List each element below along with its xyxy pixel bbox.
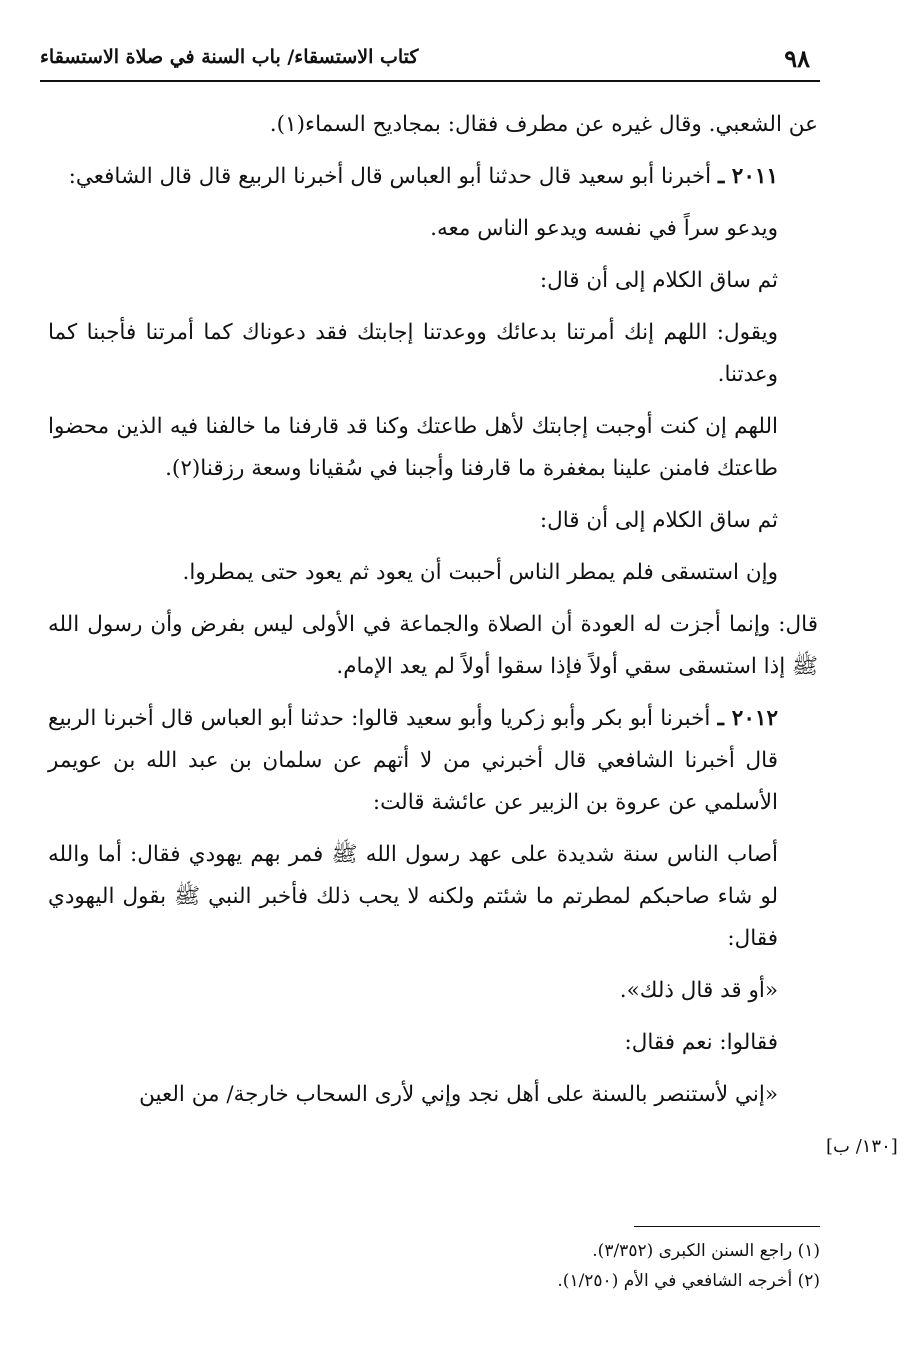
paragraph: قال: وإنما أجزت له العودة أن الصلاة والجماعة في الأولى ليس بفرض وأن رسول الله ﷺ إذا استسقى سقي أولاً فإذا سقوا أولاً لم يعد الإمام.: [48, 612, 818, 679]
footnotes: [300, 1236, 820, 1296]
paragraph: وإن استسقى فلم يمطر الناس أحببت أن يعود ثم يعود حتى يمطروا.: [182, 560, 778, 585]
paragraph-hadith-2012: ٢٠١٢ ـ أخبرنا أبو بكر وأبو زكريا وأبو سعيد قالوا: حدثنا أبو العباس قال أخبرنا الربيع قال أخبرنا الشافعي قال أخبرني من لا أتهم عن سلمان بن عبد الله بن عويمر الأسلمي عن عروة بن الزبير عن عائشة قالت:: [48, 706, 778, 815]
manuscript-folio-marker: [١٣٠/ ب]: [826, 1136, 898, 1157]
page-header: [40, 40, 820, 82]
paragraph: ثم ساق الكلام إلى أن قال:: [539, 508, 778, 533]
main-text: [48, 104, 818, 1126]
paragraph: ثم ساق الكلام إلى أن قال:: [539, 268, 778, 293]
footnote-divider: [634, 1226, 820, 1227]
paragraph: أصاب الناس سنة شديدة على عهد رسول الله ﷺ فمر بهم يهودي فقال: أما والله لو شاء صاحبكم لمطرتم ما شئتم ولكنه لا يحب ذلك فأخبر النبي ﷺ بقول اليهودي فقال:: [48, 842, 778, 951]
paragraph: «إني لأستنصر بالسنة على أهل نجد وإني لأرى السحاب خارجة/ من العين: [139, 1082, 778, 1107]
footnote-1: (١) راجع السنن الكبرى (٣/٣٥٢).: [592, 1241, 820, 1261]
paragraph: اللهم إن كنت أوجبت إجابتك لأهل طاعتك وكنا قد قارفنا ما خالفنا فيه الذين محضوا طاعتك فامنن علينا بمغفرة ما قارفنا وأجبنا في سُقيانا وسعة رزقنا(٢).: [48, 414, 778, 481]
paragraph: فقالوا: نعم فقال:: [624, 1030, 778, 1055]
paragraph-hadith-2011: ٢٠١١ ـ أخبرنا أبو سعيد قال حدثنا أبو العباس قال أخبرنا الربيع قال قال الشافعي:: [68, 164, 778, 189]
paragraph: «أو قد قال ذلك».: [619, 978, 778, 1003]
paragraph: عن الشعبي. وقال غيره عن مطرف فقال: بمجاديح السماء(١).: [269, 112, 818, 137]
page-number: ٩٨: [784, 44, 810, 73]
hadith-number: ٢٠١١ ـ: [718, 164, 778, 189]
paragraph: ويقول: اللهم إنك أمرتنا بدعائك ووعدتنا إجابتك فقد دعوناك كما أمرتنا فأجبنا كما وعدتنا.: [48, 320, 778, 387]
paragraph: ويدعو سراً في نفسه ويدعو الناس معه.: [430, 216, 778, 241]
hadith-number: ٢٠١٢ ـ: [717, 706, 778, 731]
footnote-2: (٢) أخرجه الشافعي في الأم (١/٢٥٠).: [557, 1271, 820, 1291]
running-title: كتاب الاستسقاء/ باب السنة في صلاة الاستسقاء: [40, 46, 419, 68]
